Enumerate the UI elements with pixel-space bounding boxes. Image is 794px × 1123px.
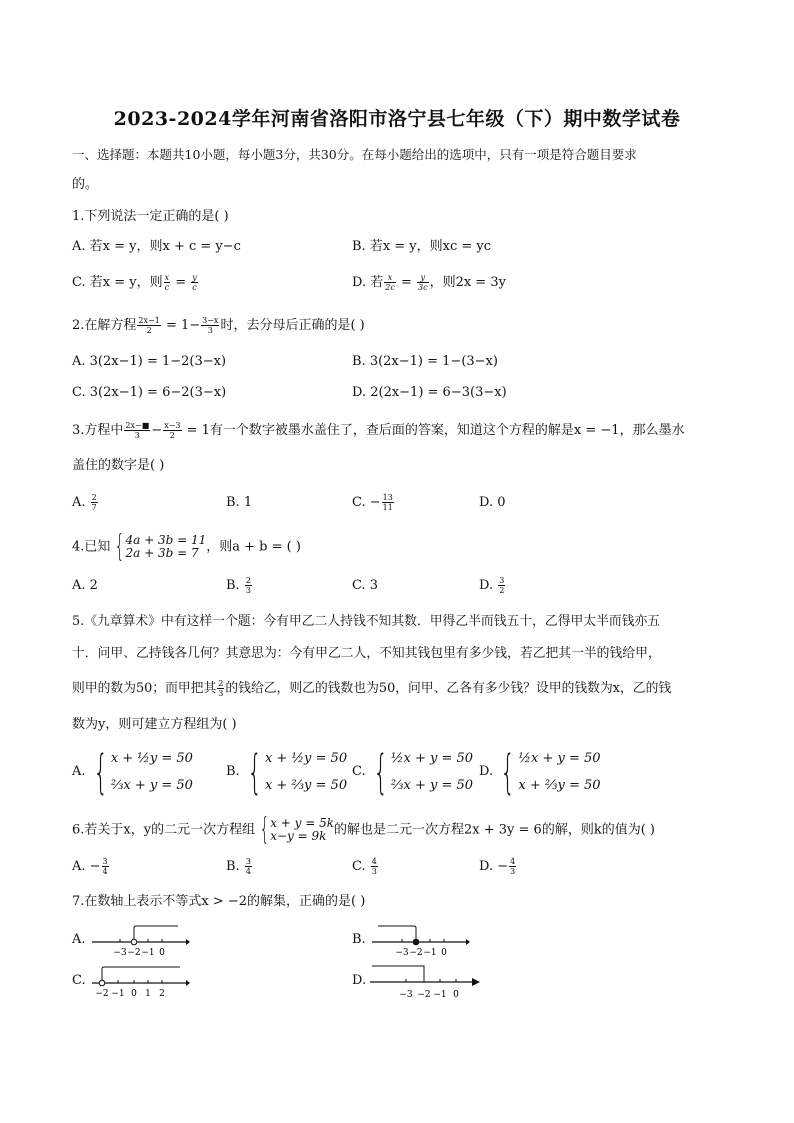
q3-c-num: 13 <box>382 493 393 502</box>
q3-a-den: 7 <box>91 503 97 512</box>
q3-stem-suffix: = 1有一个数字被墨水盖住了，查后面的答案，知道这个方程的解是x = −1，那么墨水 <box>182 423 685 438</box>
q7-a-tick-label: −1 <box>141 948 155 958</box>
q7-d-tick-label: 0 <box>453 990 459 1000</box>
q3-a-label: A. <box>72 495 90 510</box>
q5-c-row1: ½x + y = 50 <box>390 751 474 766</box>
q6-a-num: 3 <box>102 857 108 866</box>
q7-c-arrow <box>186 980 190 986</box>
q7-b-solution-bracket <box>378 926 416 942</box>
q1-d-num1: x <box>384 273 396 283</box>
q6-stem <box>72 812 655 847</box>
q3-stem <box>72 421 685 441</box>
q1-d-suffix: ，则2x = 3y <box>429 275 506 290</box>
q1-option-c[interactable]: C. 若x = y，则 $\frac{x}{c}$ = $\frac{y}{c}$ <box>72 273 197 292</box>
q7-d-tick-label: −3 <box>399 990 413 1000</box>
q6-c-num: 4 <box>371 857 377 866</box>
q1-option-a[interactable]: A. 若x = y，则x + c = y−c <box>72 239 241 254</box>
q5-b-label: B. <box>226 764 240 779</box>
q4-stem-suffix: ，则a + b = ( ) <box>206 539 301 555</box>
q2-option-b[interactable]: B. 3(2x−1) = 1−(3−x) <box>352 354 498 369</box>
q2-option-a[interactable]: A. 3(2x−1) = 1−2(3−x) <box>72 354 227 369</box>
q1-d-prefix: D. 若 <box>352 275 384 290</box>
q5-c-row2: ⅔x + y = 50 <box>390 778 474 793</box>
q2-f2-num: 3−x <box>202 316 219 325</box>
q5-a-brace: { <box>92 745 108 799</box>
q4-d-num: 3 <box>499 576 505 585</box>
q4-b-den: 3 <box>245 586 251 595</box>
q7-c-tick-label: 1 <box>145 989 151 999</box>
q5-b-row1: x + ½y = 50 <box>264 751 348 766</box>
q1-stem: 1.下列说法一定正确的是( ) <box>72 209 229 224</box>
q7-option-d-label[interactable]: D. <box>352 973 367 988</box>
q7-b-arrow <box>466 939 470 945</box>
q5-a-row1: x + ½y = 50 <box>110 751 193 766</box>
q1-c-prefix: C. 若x = y，则 <box>72 275 163 290</box>
q5-a-label: A. <box>72 764 86 779</box>
page-title: 2023-2024学年河南省洛阳市洛宁县七年级（下）期中数学试卷 <box>113 108 681 130</box>
q5-d-label: D. <box>479 764 494 779</box>
q2-f2-den: 3 <box>207 326 213 335</box>
q5-line3-num: 2 <box>218 679 224 688</box>
q4-d-den: 2 <box>499 586 505 595</box>
q7-numberline-a[interactable] <box>90 922 190 958</box>
q5-option-c[interactable] <box>352 745 473 799</box>
q1-c-num1: x <box>164 273 170 282</box>
q7-b-tick-label: 0 <box>441 948 447 958</box>
q2-option-c[interactable]: C. 3(2x−1) = 6−2(3−x) <box>72 385 227 400</box>
q6-c-label: C. <box>352 859 370 874</box>
q3-option-d[interactable]: D. 0 <box>479 495 506 510</box>
q2-mid: = 1− <box>161 318 201 333</box>
q3-c-label: C. − <box>352 495 381 510</box>
q1-c-den1: c <box>164 283 170 292</box>
q7-d-solution-bracket <box>372 966 424 982</box>
q7-stem: 7.在数轴上表示不等式x > −2的解集，正确的是( ) <box>72 894 366 909</box>
q6-brace: { <box>259 812 270 847</box>
q4-eq2: 2a + 3b = 7 <box>125 546 199 560</box>
q5-option-a[interactable] <box>72 745 193 799</box>
q4-d-label: D. <box>479 578 498 593</box>
q7-a-tick-label: 0 <box>159 948 165 958</box>
q3-minus: − <box>151 423 163 438</box>
q7-option-b-label[interactable]: B. <box>352 932 366 947</box>
q7-a-arrow <box>186 939 190 945</box>
q3-f2-den: 2 <box>169 431 175 440</box>
q6-a-den: 4 <box>102 867 108 876</box>
q7-c-tick-label: 2 <box>159 989 165 999</box>
q7-a-tick-label: −3 <box>113 948 127 958</box>
q7-numberline-c[interactable] <box>90 963 190 999</box>
q6-option-a[interactable] <box>72 857 110 877</box>
q5-line3-den: 3 <box>218 689 224 698</box>
q7-b-tick-label: −2 <box>409 948 423 958</box>
q3-f1-den: 3 <box>134 431 140 440</box>
q4-stem <box>72 529 301 564</box>
q4-option-a[interactable]: A. 2 <box>72 578 98 593</box>
q6-a-label: A. − <box>72 859 101 874</box>
q6-b-den: 4 <box>245 867 251 876</box>
q1-d-den1: 2c <box>385 283 395 292</box>
q7-a-solution-bracket <box>134 926 178 942</box>
q3-f1-num: 2x−■ <box>125 421 150 430</box>
q2-option-d[interactable]: D. 2(2x−1) = 6−3(3−x) <box>352 385 507 400</box>
q7-a-open-point <box>131 939 137 945</box>
q4-option-c[interactable]: C. 3 <box>352 578 379 593</box>
q7-b-closed-point <box>413 939 419 945</box>
q2-stem <box>72 316 365 336</box>
q5-d-row2: x + ⅔y = 50 <box>518 778 601 793</box>
q4-option-b[interactable] <box>226 576 253 596</box>
q7-d-tick-label: −1 <box>433 990 447 1000</box>
q7-a-tick-label: −2 <box>127 948 141 958</box>
q2-stem-prefix: 2.在解方程 <box>72 318 137 333</box>
q1-d-den2: 3c <box>417 283 428 292</box>
q7-c-tick-label: 0 <box>131 989 137 999</box>
q7-c-tick-label: −1 <box>111 989 125 999</box>
q3-option-b[interactable]: B. 1 <box>226 495 253 510</box>
q4-stem-prefix: 4.已知 <box>72 539 111 555</box>
section-heading-cont: 的。 <box>72 177 99 192</box>
q5-b-brace: { <box>247 745 262 799</box>
q7-option-a-label[interactable]: A. <box>72 932 86 947</box>
q5-c-brace: { <box>372 745 388 799</box>
section-heading: 一、选择题：本题共10小题，每小题3分，共30分。在每小题给出的选项中，只有一项是符合题目要求 <box>72 147 637 162</box>
q2-stem-suffix: 时，去分母后正确的是( ) <box>220 318 365 333</box>
q6-d-label: D. − <box>479 859 509 874</box>
q4-b-num: 2 <box>245 576 251 585</box>
q7-c-tick-label: −2 <box>95 989 109 999</box>
q7-numberline-d[interactable] <box>368 960 484 1002</box>
q1-option-d[interactable]: D. 若 $\frac{x}{2c}$ = $\frac{y}{3c}$ ，则2x = 3y <box>352 273 506 292</box>
q4-brace: { <box>115 529 125 564</box>
q7-d-arrow <box>472 978 480 986</box>
q7-b-tick-label: −3 <box>395 948 409 958</box>
q1-option-b[interactable]: B. 若x = y，则xc = yc <box>352 239 492 254</box>
q3-option-c[interactable] <box>352 493 395 513</box>
q6-option-c[interactable] <box>352 857 379 877</box>
q6-b-num: 3 <box>245 857 251 866</box>
q5-line3-prefix: 则甲的数为50；而甲把其 <box>72 681 217 696</box>
q3-stem-cont: 盖住的数字是( ) <box>72 458 165 473</box>
q7-c-solution-bracket <box>102 967 180 983</box>
q5-a-row2: ⅔x + y = 50 <box>110 778 193 793</box>
q1-c-num2: y <box>192 273 197 282</box>
q3-c-den: 11 <box>382 503 393 512</box>
q5-c-label: C. <box>352 764 366 779</box>
q6-stem-suffix: 的解也是二元一次方程2x + 3y = 6的解，则k的值为( ) <box>334 822 655 838</box>
q6-option-d[interactable] <box>479 857 517 877</box>
q5-b-row2: x + ⅔y = 50 <box>264 778 348 793</box>
q6-eq1: x + y = 5k <box>270 816 335 830</box>
q4-b-label: B. <box>226 578 244 593</box>
q6-option-b[interactable] <box>226 857 253 877</box>
q5-option-b[interactable] <box>226 745 347 799</box>
q3-a-num: 2 <box>91 493 97 502</box>
q5-option-d[interactable] <box>479 745 601 799</box>
q5-line2: 十．问甲、乙持钱各几何？其意思为：今有甲乙二人，不知其钱包里有多少钱，若乙把其一半的钱给甲， <box>72 646 661 661</box>
q5-d-row1: ½x + y = 50 <box>518 751 601 766</box>
q6-stem-prefix: 6.若关于x，y的二元一次方程组 <box>72 822 256 838</box>
q6-b-label: B. <box>226 859 244 874</box>
q7-b-tick-label: −1 <box>423 948 437 958</box>
q7-numberline-b[interactable] <box>370 922 470 958</box>
q2-f1-den: 2 <box>146 326 152 335</box>
q7-d-tick-label: −2 <box>417 990 431 1000</box>
q6-eq2: x−y = 9k <box>270 829 327 843</box>
q5-line3-suffix: 的钱给乙，则乙的钱数也为50，问甲、乙各有多少钱？设甲的钱数为x，乙的钱 <box>225 681 672 696</box>
q6-d-den: 3 <box>510 867 516 876</box>
q3-stem-prefix: 3.方程中 <box>72 423 124 438</box>
q7-option-c-label[interactable]: C. <box>72 973 86 988</box>
q4-option-d[interactable] <box>479 576 506 596</box>
q3-option-a[interactable] <box>72 493 99 513</box>
q6-c-den: 3 <box>371 867 377 876</box>
q5-line1: 5.《九章算术》中有这样一个题：今有甲乙二人持钱不知其数．甲得乙半而钱五十，乙得甲太半而钱亦五 <box>72 614 661 629</box>
q7-c-open-point <box>99 980 105 986</box>
q6-d-num: 4 <box>510 857 516 866</box>
q5-line4: 数为y，则可建立方程组为( ) <box>72 717 237 732</box>
q4-eq1: 4a + 3b = 11 <box>125 533 207 547</box>
q3-f2-num: x−3 <box>164 421 181 430</box>
q2-f1-num: 2x−1 <box>138 316 160 325</box>
q5-d-brace: { <box>500 745 516 799</box>
q1-d-num2: y <box>417 273 429 283</box>
q5-line3 <box>72 679 671 699</box>
q1-c-den2: c <box>192 283 197 292</box>
